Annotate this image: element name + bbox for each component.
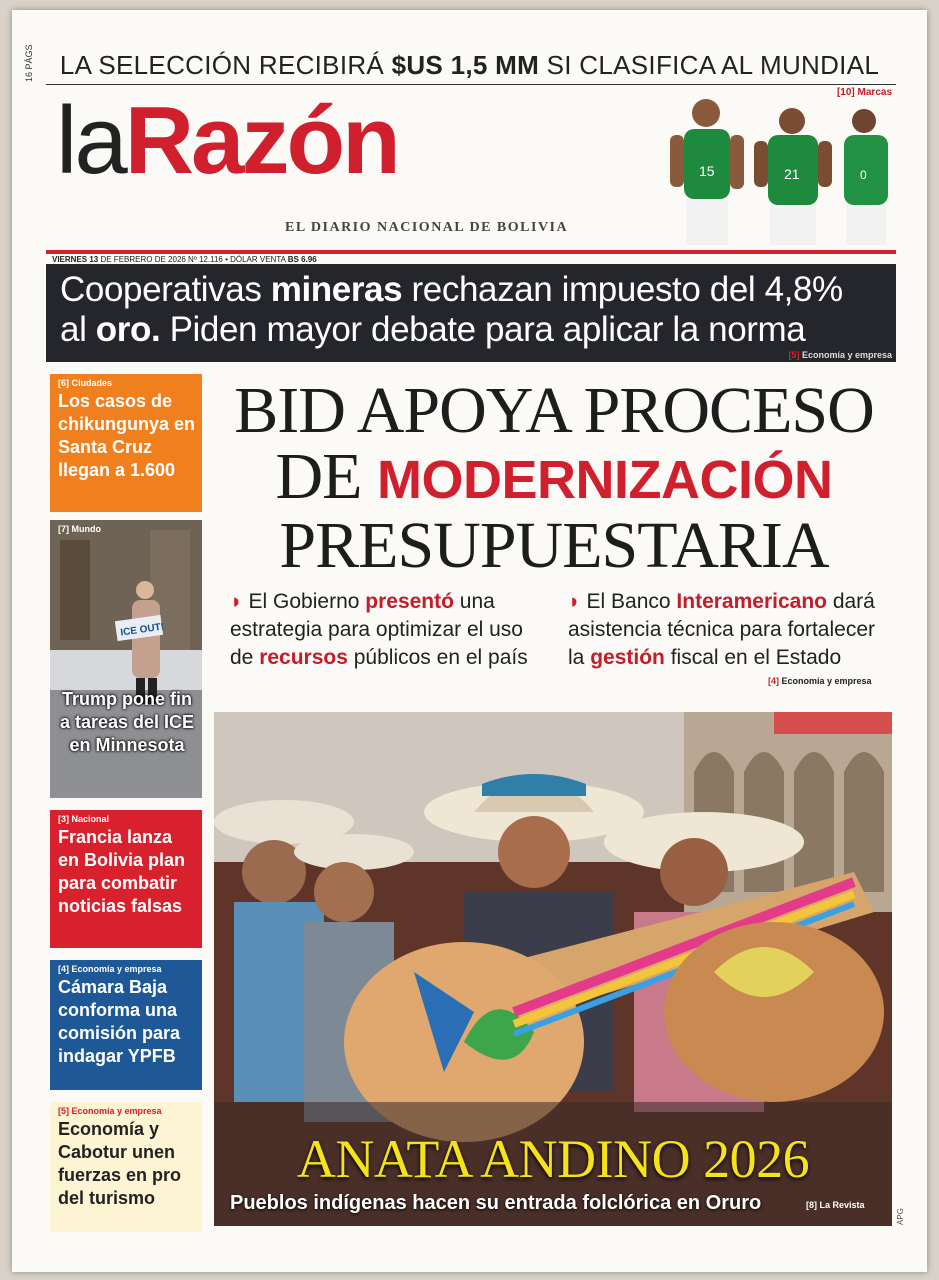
headline-red-word: MODERNIZACIÓN (377, 450, 833, 510)
banner-text: Piden mayor debate para aplicar la norma (160, 310, 806, 349)
banner-text: al (60, 310, 96, 349)
banner-ref-label: Economía y empresa (801, 350, 892, 360)
headline-line-2 (214, 440, 894, 513)
main-headline[interactable] (214, 374, 894, 582)
masthead (46, 84, 896, 250)
card-text: Trump pone fin a tareas del ICE en Minnesota (59, 689, 195, 755)
banner-ref[interactable] (788, 350, 892, 360)
logo-la: la (56, 87, 125, 194)
card-section: [7] Mundo (58, 524, 101, 534)
top-teaser[interactable] (0, 50, 939, 81)
anata-andino-photo[interactable] (214, 712, 892, 1226)
card-camara-baja[interactable] (50, 960, 202, 1090)
banner-text: rechazan impuesto del 4,8% (402, 270, 843, 309)
bullet-text: fiscal en el Estado (664, 646, 842, 669)
bullets-ref-label: Economía y empresa (781, 676, 872, 686)
card-francia[interactable] (50, 810, 202, 948)
photo-ref-num: [8] (806, 1200, 817, 1210)
bullet-bold: Interamericano (676, 590, 827, 613)
banner-bold: oro. (95, 310, 161, 349)
bullet-gobierno (230, 588, 550, 672)
top-teaser-text-end: SI CLASIFICA AL MUNDIAL (539, 50, 880, 80)
card-chikungunya[interactable] (50, 374, 202, 512)
top-teaser-amount: $US 1,5 MM (391, 50, 540, 80)
player-2 (754, 108, 832, 245)
marcas-ref-num: [10] (836, 87, 855, 98)
bullet-banco (568, 588, 888, 672)
player-3-number: 0 (860, 168, 867, 182)
photo-subtitle: Pueblos indígenas hacen su entrada folclórica en Oruro (230, 1192, 762, 1214)
bullet-arrow-icon: ◗ (230, 590, 249, 613)
card-text: Los casos de chikungunya en Santa Cruz llegan a 1.600 (58, 391, 196, 480)
banner-ref-num: [5] (788, 350, 800, 360)
dollar-rate: BS 6.96 (287, 255, 317, 264)
photo-ref-label: La Revista (819, 1200, 865, 1210)
card-trump-ice[interactable] (50, 520, 202, 798)
headline-text: DE (275, 440, 377, 513)
card-section: [6] Ciudades (58, 378, 113, 388)
player-2-number: 21 (784, 166, 800, 182)
bullets-ref-num: [4] (768, 676, 779, 686)
bullet-bold: gestión (590, 646, 665, 669)
marcas-ref-label: Marcas (857, 87, 892, 98)
date-day: VIERNES 13 (52, 255, 99, 264)
card-text: Economía y Cabotur unen fuerzas en pro del turismo (58, 1119, 182, 1208)
photo-title: ANATA ANDINO 2026 (296, 1129, 810, 1189)
bullet-text: públicos en el país (347, 646, 528, 669)
top-teaser-text: LA SELECCIÓN RECIBIRÁ (59, 50, 392, 80)
banner-text: Cooperativas (60, 270, 271, 309)
dateline (52, 255, 317, 264)
banner-line-1 (60, 270, 882, 310)
bullet-arrow-icon: ◗ (568, 590, 587, 613)
red-rule (46, 250, 896, 254)
tagline: EL DIARIO NACIONAL DE BOLIVIA (285, 220, 569, 235)
bullet-text: El Banco (586, 590, 677, 613)
bullet-text: dará asistencia técnica para fortalecer la (568, 590, 875, 669)
logo-razon: Razón (124, 87, 398, 194)
protest-sign-text: ICE OUT! (119, 621, 165, 639)
player-3 (844, 109, 888, 245)
bullet-text: El Gobierno (248, 590, 366, 613)
headline-line-1: BID APOYA PROCESO (234, 374, 874, 447)
bullet-bold: recursos (259, 646, 348, 669)
mining-banner[interactable] (46, 264, 896, 362)
bullet-bold: presentó (365, 590, 454, 613)
player-1-number: 15 (699, 163, 715, 179)
headline-line-3: PRESUPUESTARIA (279, 509, 829, 582)
bullets-ref[interactable] (768, 676, 872, 686)
banner-bold: mineras (270, 270, 403, 309)
card-section: [5] Economía y empresa (58, 1106, 162, 1116)
card-cabotur[interactable] (50, 1102, 202, 1232)
apg-credit: APG (896, 1208, 905, 1225)
players-photo[interactable] (664, 91, 894, 251)
card-text: Cámara Baja conforma una comisión para indagar YPFB (58, 977, 181, 1066)
banner-line-2 (60, 310, 882, 350)
player-1 (670, 99, 744, 245)
la-razon-logo[interactable] (56, 87, 398, 194)
card-text: Francia lanza en Bolivia plan para combatir noticias falsas (58, 827, 186, 916)
bullet-text: una estrategia para optimizar el uso de (230, 590, 523, 669)
photo-ref[interactable] (806, 1200, 865, 1210)
card-section: [4] Economía y empresa (58, 964, 162, 974)
card-section: [3] Nacional (58, 814, 110, 824)
date-rest: DE FEBRERO DE 2026 Nº 12.116 • DÓLAR VENTA (98, 255, 288, 264)
page-count: 16 PÁGS (24, 44, 34, 82)
